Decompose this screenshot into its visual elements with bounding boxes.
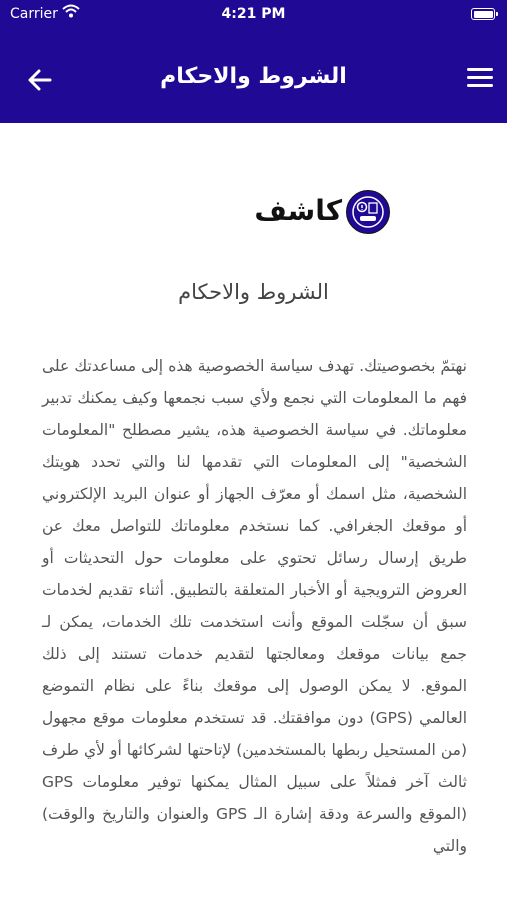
hamburger-menu-icon (467, 68, 493, 71)
terms-paragraph: نهتمّ بخصوصيتك. تهدف سياسة الخصوصية هذه إلى مساعدتك على فهم ما المعلومات التي نجمع ولأي سبب نجمعها وكيف يمكنك تدبير معلوماتك. في سياسة الخصوصية هذه، يشير مصطلح "المعلومات الشخصية" إلى المعلومات التي تقدمها لنا والتي تحدد هويتك الشخصية، مثل اسمك أو معرّف الجهاز أو عنوان البريد الإلكتروني أو موقعك الجغرافي. كما نستخدم معلوماتك للتواصل معك عن طريق إرسال رسائل تحتوي على معلومات حول التحديثات أو العروض الترويجية أو الأخبار المتعلقة بالتطبيق. أثناء تقديم لخدمات سبق أن سجّلت الموقع وأنت استخدمت تلك الخدمات، يمكن لـ جمع بيانات موقعك ومعالجتها لتقديم خدمات تستند إلى ذلك الموقع. لا يمكن الوصول إلى موقعك بناءً على نظام التموضع العالمي (GPS) دون موافقتك. قد تستخدم معلومات موقع مجهول (من المستحيل ربطها بالمستخدمين) لإتاحتها لشركائها أو لأي طرف ثالث آخر فمثلاً على سبيل المثال يمكنها توفير معلومات GPS (الموقع والسرعة ودقة إشارة الـ GPS والعنوان والتاريخ والوقت) والتي (42, 357, 468, 855)
battery-icon (471, 8, 495, 20)
carrier-label: Carrier (10, 6, 58, 22)
menu-button[interactable] (467, 68, 493, 92)
logo-wordmark: كاشف (254, 194, 342, 227)
status-time: 4:21 PM (221, 6, 286, 22)
app-logo (236, 190, 390, 234)
app-header (0, 0, 507, 123)
status-bar (0, 0, 507, 30)
page-title: الشروط والاحكام (160, 64, 347, 89)
logo-emblem-icon (346, 190, 390, 234)
content-heading: الشروط والاحكام (178, 280, 329, 304)
